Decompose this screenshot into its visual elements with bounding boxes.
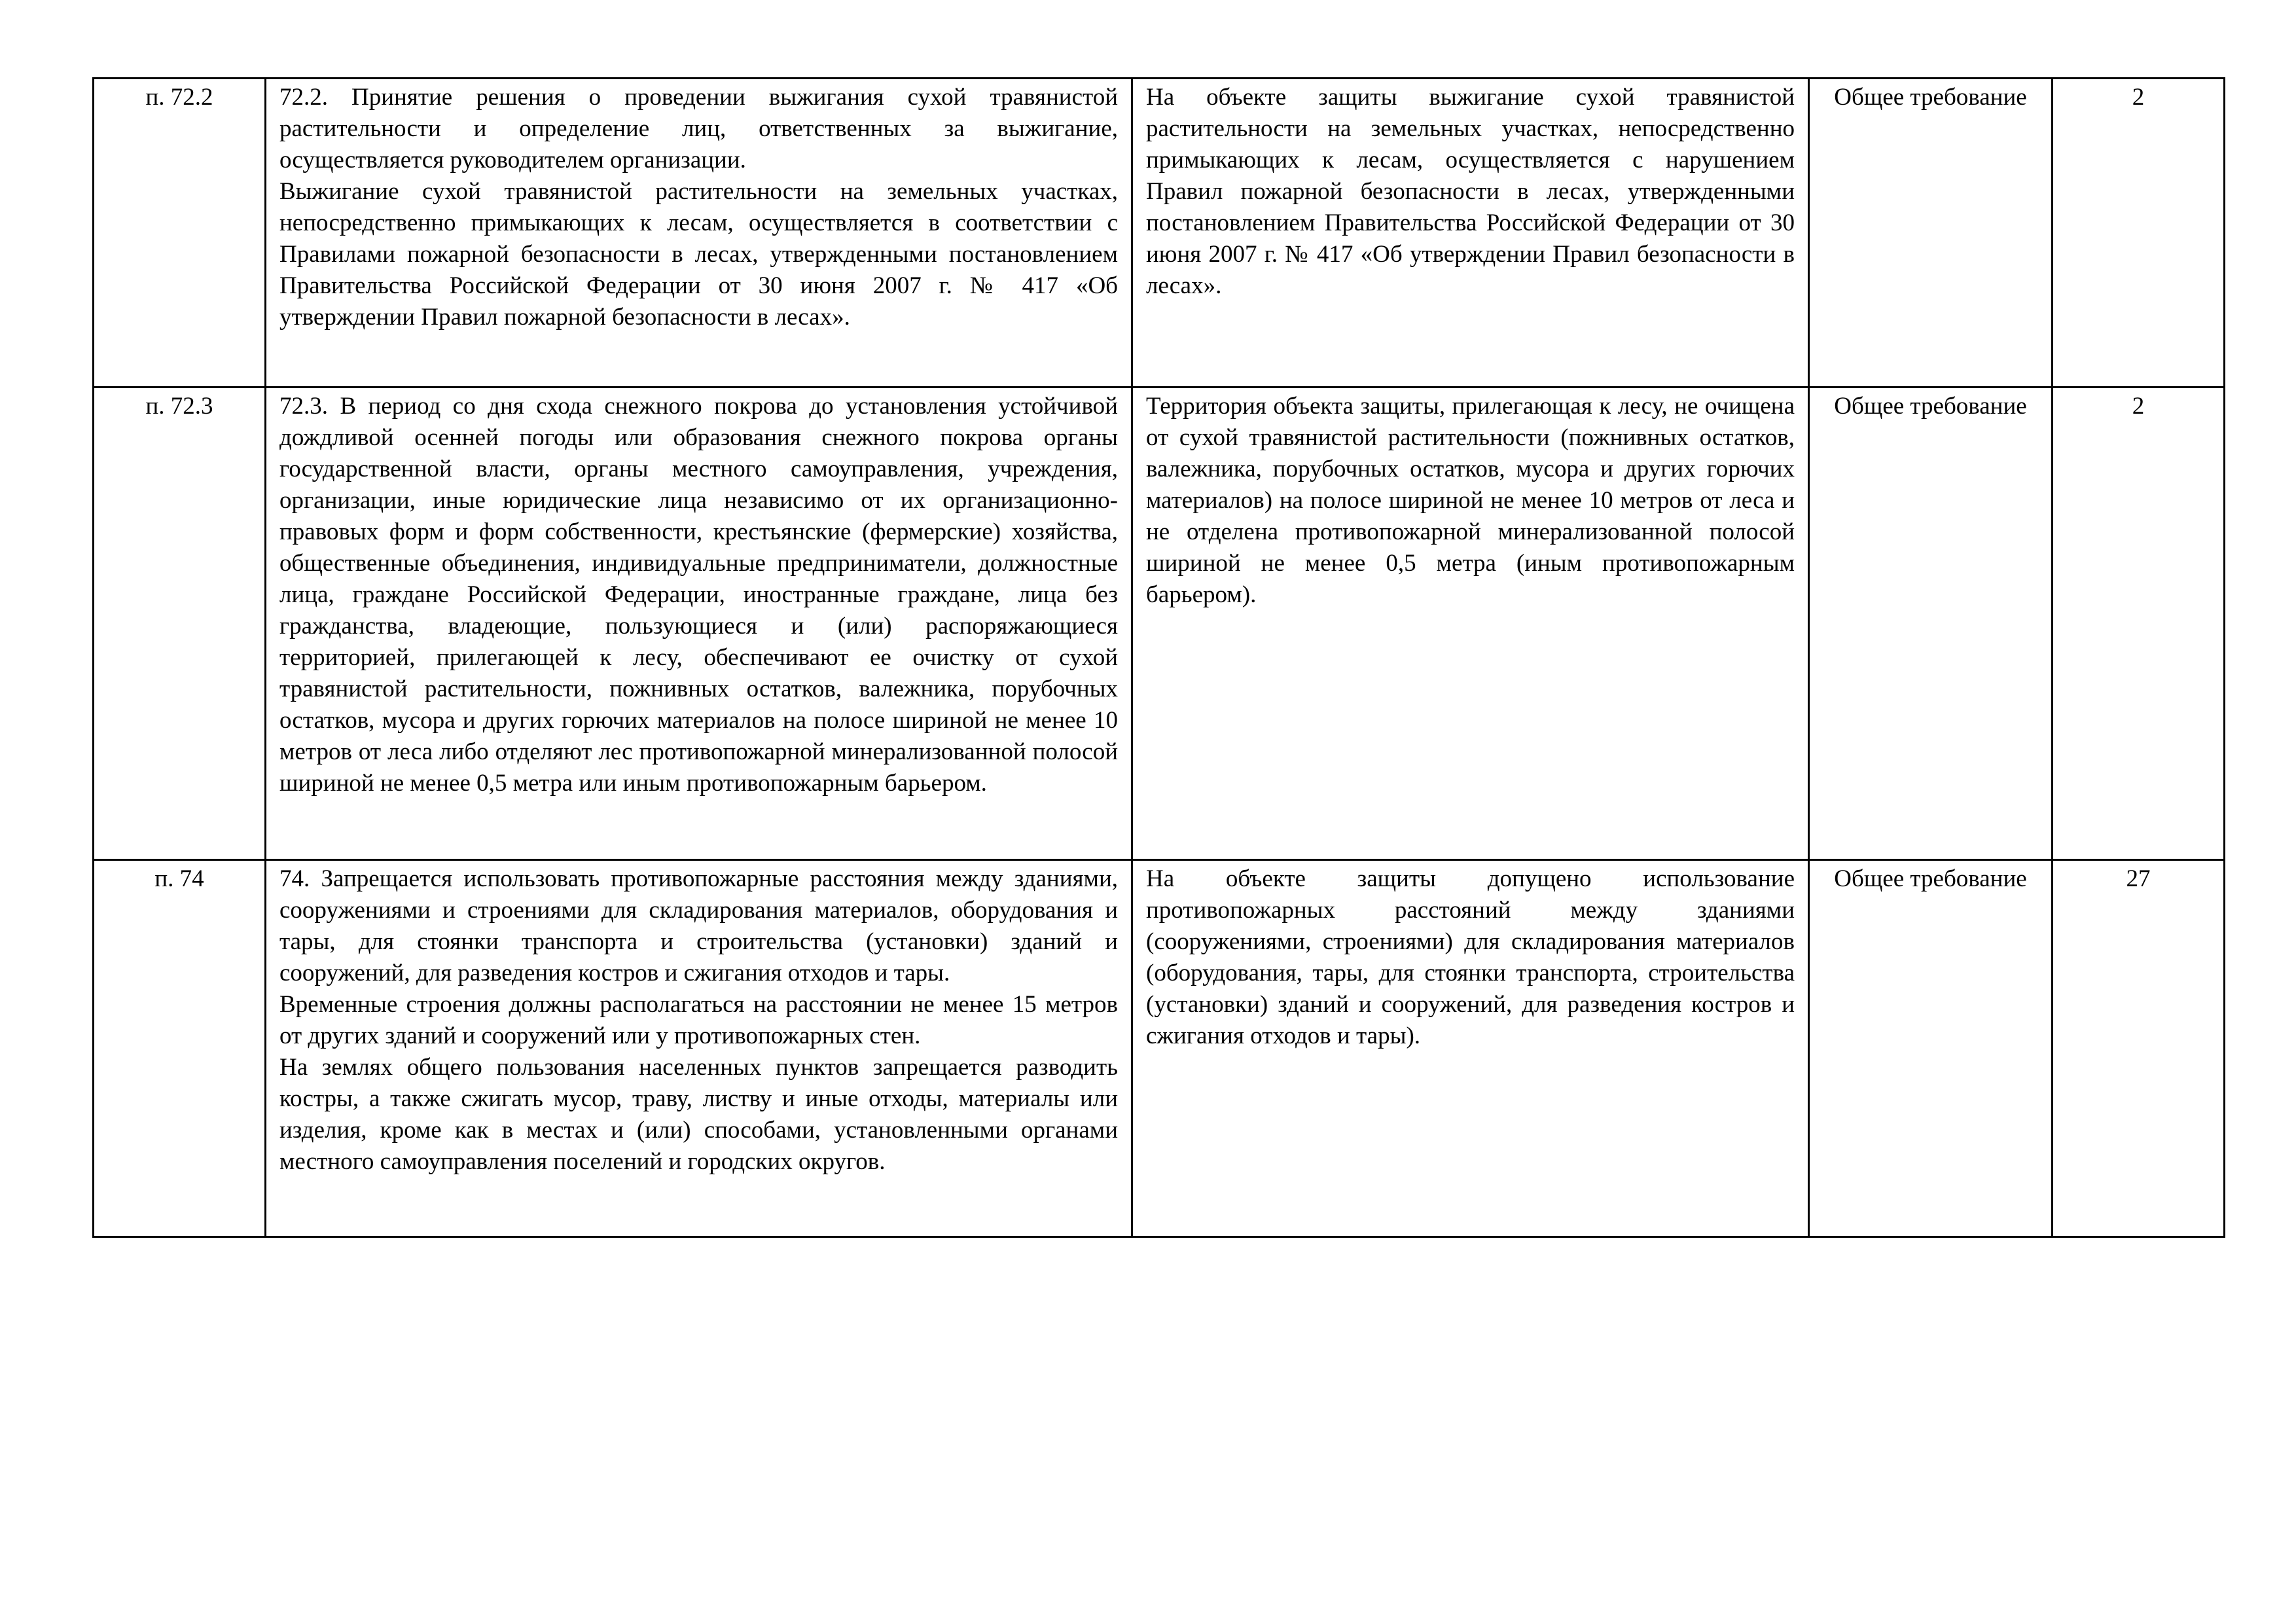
requirement-type: Общее требование bbox=[1809, 860, 2053, 1237]
violation-description: На объекте защиты выжигание сухой травянистой растительности на земельных участках, непосредственно примыкающих к лесам, осуществляется с нарушением Правил пожарной безопасности в лесах, утвержденными постановлением Правительства Российской Федерации от 30 июня 2007 г. № 417 «Об утверждении Правил безопасности в лесах». bbox=[1132, 79, 1809, 388]
violation-description: Территория объекта защиты, прилегающая к лесу, не очищена от сухой травянистой растительности (пожнивных остатков, валежника, порубочных остатков, мусора и других горючих материалов) на полосе шириной не менее 10 метров от леса и не отделена противопожарной минерализованной полосой шириной не менее 0,5 метра (иным противопожарным барьером). bbox=[1132, 388, 1809, 860]
table-row bbox=[94, 388, 2225, 860]
requirement-text bbox=[266, 79, 1132, 388]
table-row bbox=[94, 860, 2225, 1237]
clause-reference: п. 72.2 bbox=[94, 79, 266, 388]
requirement-paragraph: Временные строения должны располагаться на расстоянии не менее 15 метров от других зданий и сооружений или у противопожарных стен. bbox=[279, 991, 1118, 1049]
requirement-type: Общее требование bbox=[1809, 388, 2053, 860]
requirement-paragraph: 74. Запрещается использовать противопожарные расстояния между зданиями, сооружениями и строениями для складирования материалов, оборудования и тары, для стоянки транспорта и строительства (установки) зданий и сооружений, для разведения костров и сжигания отходов и тары. bbox=[279, 865, 1118, 986]
requirement-text bbox=[266, 388, 1132, 860]
clause-reference: п. 74 bbox=[94, 860, 266, 1237]
requirement-paragraph: 72.2. Принятие решения о проведении выжигания сухой травянистой растительности и определение лиц, ответственных за выжигание, осуществляется руководителем организации. bbox=[279, 84, 1118, 173]
table-row bbox=[94, 79, 2225, 388]
clause-reference: п. 72.3 bbox=[94, 388, 266, 860]
count-value: 2 bbox=[2053, 79, 2225, 388]
count-value: 2 bbox=[2053, 388, 2225, 860]
requirement-type: Общее требование bbox=[1809, 79, 2053, 388]
requirement-paragraph: 72.3. В период со дня схода снежного покрова до установления устойчивой дождливой осенней погоды или образования снежного покрова органы государственной власти, органы местного самоуправления, учреждения, организации, иные юридические лица независимо от их организационно-правовых форм и форм собственности, крестьянские (фермерские) хозяйства, общественные объединения, индивидуальные предприниматели, должностные лица, граждане Российской Федерации, иностранные граждане, лица без гражданства, владеющие, пользующиеся и (или) распоряжающиеся территорией, прилегающей к лесу, обеспечивают ее очистку от сухой травянистой растительности, пожнивных остатков, валежника, порубочных остатков, мусора и других горючих материалов на полосе шириной не менее 10 метров от леса либо отделяют лес противопожарной минерализованной полосой шириной не менее 0,5 метра или иным противопожарным барьером. bbox=[279, 393, 1118, 797]
requirement-paragraph: Выжигание сухой травянистой растительности на земельных участках, непосредственно примыкающих к лесам, осуществляется в соответствии с Правилами пожарной безопасности в лесах, утвержденными постановлением Правительства Российской Федерации от 30 июня 2007 г. № 417 «Об утверждении Правил пожарной безопасности в лесах». bbox=[279, 178, 1118, 331]
violation-description: На объекте защиты допущено использование противопожарных расстояний между зданиями (сооружениями, строениями) для складирования материалов (оборудования, тары, для стоянки транспорта, строительства (установки) зданий и сооружений, для разведения костров и сжигания отходов и тары). bbox=[1132, 860, 1809, 1237]
count-value: 27 bbox=[2053, 860, 2225, 1237]
requirement-paragraph: На землях общего пользования населенных пунктов запрещается разводить костры, а также сжигать мусор, траву, листву и иные отходы, материалы или изделия, кроме как в местах и (или) способами, установленными органами местного самоуправления поселений и городских округов. bbox=[279, 1054, 1118, 1175]
requirements-table bbox=[92, 77, 2225, 1238]
requirement-text bbox=[266, 860, 1132, 1237]
